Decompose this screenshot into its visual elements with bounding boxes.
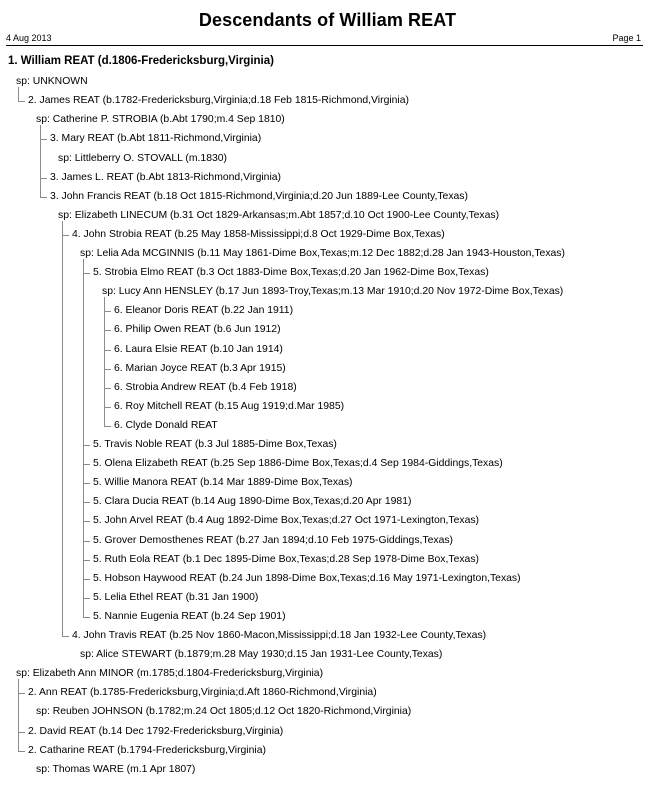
report-date: 4 Aug 2013 [6,33,52,43]
person-entry: 1. William REAT (d.1806-Fredericksburg,Virginia) [8,55,274,67]
tree-connector-vertical [62,221,63,636]
person-entry: 5. Nannie Eugenia REAT (b.24 Sep 1901) [93,610,286,622]
tree-connector-vertical [104,297,105,426]
tree-connector-vertical [40,125,41,196]
person-entry: 5. Olena Elizabeth REAT (b.25 Sep 1886-Dime Box,Texas;d.4 Sep 1984-Giddings,Texas) [93,458,503,470]
tree-connector-vertical [18,87,19,101]
spouse-entry: sp: Lelia Ada MCGINNIS (b.11 May 1861-Dime Box,Texas;m.12 Dec 1882;d.28 Jan 1943-Houston,Texas) [80,248,565,259]
tree-connector-horizontal [83,598,90,599]
tree-connector-vertical [83,259,84,617]
person-entry: 5. Hobson Haywood REAT (b.24 Jun 1898-Dime Box,Texas;d.16 May 1971-Lexington,Texas) [93,572,521,584]
person-entry: 5. Willie Manora REAT (b.14 Mar 1889-Dime Box,Texas) [93,477,353,489]
person-entry: 5. John Arvel REAT (b.4 Aug 1892-Dime Box,Texas;d.27 Oct 1971-Lexington,Texas) [93,515,480,527]
person-entry: 6. Marian Joyce REAT (b.3 Apr 1915) [114,362,286,374]
tree-connector-horizontal [83,560,90,561]
tree-connector-horizontal [83,464,90,465]
page-title: Descendants of William REAT [198,10,457,30]
tree-connector-horizontal [18,751,25,752]
spouse-entry: sp: Elizabeth LINECUM (b.31 Oct 1829-Arkansas;m.Abt 1857;d.10 Oct 1900-Lee County,Texas) [58,209,500,221]
tree-connector-horizontal [18,693,25,694]
tree-connector-horizontal [62,636,69,637]
tree-connector-horizontal [83,579,90,580]
spouse-entry: sp: UNKNOWN [16,76,88,88]
person-entry: 6. Strobia Andrew REAT (b.4 Feb 1918) [114,381,297,393]
page-number: Page 1 [612,33,641,43]
tree-connector-vertical [18,679,19,750]
person-entry: 2. James REAT (b.1782-Fredericksburg,Virginia;d.18 Feb 1815-Richmond,Virginia) [28,95,409,107]
tree-connector-horizontal [104,388,111,389]
tree-connector-horizontal [83,483,90,484]
tree-connector-horizontal [83,541,90,542]
tree-connector-horizontal [83,273,90,274]
tree-connector-horizontal [104,350,111,351]
spouse-entry: sp: Littleberry O. STOVALL (m.1830) [58,152,228,164]
spouse-entry: sp: Elizabeth Ann MINOR (m.1785;d.1804-Fredericksburg,Virginia) [16,668,324,680]
person-entry: 5. Travis Noble REAT (b.3 Jul 1885-Dime Box,Texas) [93,439,337,450]
tree-connector-horizontal [104,407,111,408]
person-entry: 5. Lelia Ethel REAT (b.31 Jan 1900) [93,591,259,603]
person-entry: 3. James L. REAT (b.Abt 1813-Richmond,Virginia) [50,171,282,183]
spouse-entry: sp: Alice STEWART (b.1879;m.28 May 1930;d.15 Jan 1931-Lee County,Texas) [80,649,443,661]
person-entry: 6. Laura Elsie REAT (b.10 Jan 1914) [114,343,283,355]
tree-connector-horizontal [40,197,47,198]
tree-connector-horizontal [83,502,90,503]
person-entry: 4. John Travis REAT (b.25 Nov 1860-Macon,Mississippi;d.18 Jan 1932-Lee County,Texas) [72,630,487,641]
tree-connector-horizontal [83,617,90,618]
person-entry: 2. Catharine REAT (b.1794-Fredericksburg,Virginia) [28,744,266,756]
tree-connector-horizontal [62,235,69,236]
tree-connector-horizontal [104,311,111,312]
tree-connector-horizontal [40,178,47,179]
person-entry: 2. David REAT (b.14 Dec 1792-Fredericksburg,Virginia) [28,725,284,737]
person-entry: 4. John Strobia REAT (b.25 May 1858-Mississippi;d.8 Oct 1929-Dime Box,Texas) [72,228,445,240]
spouse-entry: sp: Reuben JOHNSON (b.1782;m.24 Oct 1805;d.12 Oct 1820-Richmond,Virginia) [36,706,412,718]
person-entry: 5. Ruth Eola REAT (b.1 Dec 1895-Dime Box,Texas;d.28 Sep 1978-Dime Box,Texas) [93,553,479,565]
person-entry: 5. Strobia Elmo REAT (b.3 Oct 1883-Dime Box,Texas;d.20 Jan 1962-Dime Box,Texas) [93,267,489,279]
person-entry: 6. Clyde Donald REAT [114,419,218,431]
tree-connector-horizontal [104,369,111,370]
person-entry: 2. Ann REAT (b.1785-Fredericksburg,Virginia;d.Aft 1860-Richmond,Virginia) [28,687,377,699]
person-entry: 3. John Francis REAT (b.18 Oct 1815-Richmond,Virginia;d.20 Jun 1889-Lee County,Texas) [50,190,468,202]
tree-connector-horizontal [104,330,111,331]
person-entry: 5. Clara Ducia REAT (b.14 Aug 1890-Dime Box,Texas;d.20 Apr 1981) [93,496,412,508]
tree-connector-horizontal [40,139,47,140]
person-entry: 3. Mary REAT (b.Abt 1811-Richmond,Virginia) [50,133,262,145]
tree-connector-horizontal [18,101,25,102]
person-entry: 6. Eleanor Doris REAT (b.22 Jan 1911) [114,305,294,317]
spouse-entry: sp: Catherine P. STROBIA (b.Abt 1790;m.4 Sep 1810) [36,114,285,126]
tree-connector-horizontal [83,521,90,522]
tree-connector-horizontal [104,426,111,427]
tree-connector-horizontal [83,445,90,446]
person-entry: 6. Philip Owen REAT (b.6 Jun 1912) [114,324,281,336]
person-entry: 6. Roy Mitchell REAT (b.15 Aug 1919;d.Mar 1985) [114,400,345,412]
spouse-entry: sp: Lucy Ann HENSLEY (b.17 Jun 1893-Troy,Texas;m.13 Mar 1910;d.20 Nov 1972-Dime Box,Texas) [102,286,564,298]
person-entry: 5. Grover Demosthenes REAT (b.27 Jan 1894;d.10 Feb 1975-Giddings,Texas) [93,534,454,546]
spouse-entry: sp: Thomas WARE (m.1 Apr 1807) [36,763,196,775]
tree-connector-horizontal [18,732,25,733]
